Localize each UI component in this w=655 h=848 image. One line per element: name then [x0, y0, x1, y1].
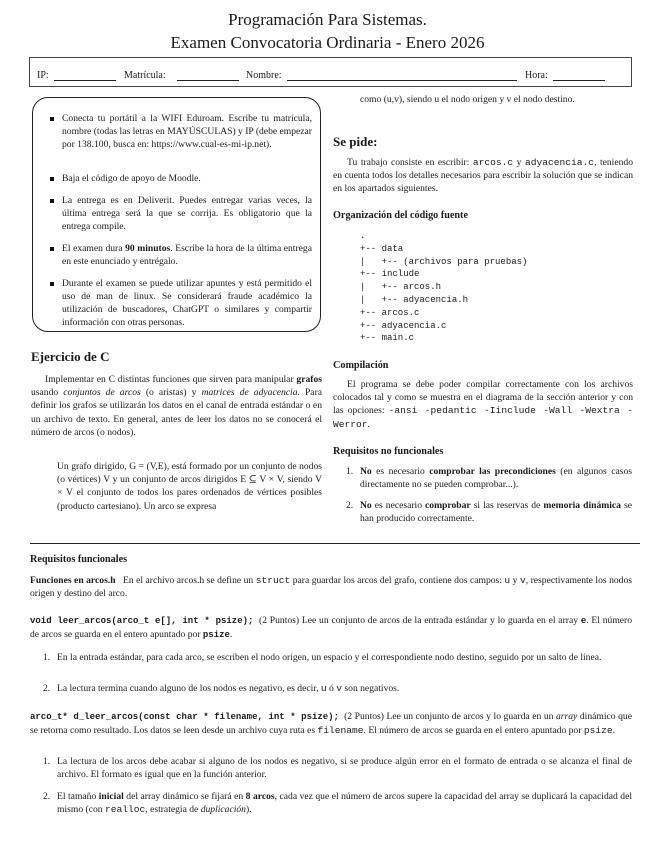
rule-item: Durante el examen se puede utilizar apuntes y está permitido el uso de man de linux. Se considerará fraude académico la utilización de buscadores, ChatGPT o similares y compartir información con otras personas. [62, 278, 312, 328]
exam-title: Programación Para Sistemas. [228, 10, 427, 29]
grafo-definition: Un grafo dirigido, G = (V,E), está formado por un conjunto de nodos (o vértices) V y un conjunto de arcos dirigidos E ⊆ V × V, siendo V × V el conjunto de todos los pares ordenados de vértices posibles (producto cartesiano). Un arco se expresa [57, 461, 322, 512]
sepide-heading: Se pide: [333, 134, 378, 149]
grafo-definition-cont: como (u,v), siendo u el nodo origen y v el nodo destino. [360, 94, 575, 105]
section-divider [30, 543, 640, 544]
arcos-h-description: Funciones en arcos.h En el archivo arcos.h se define un struct para guardar los arcos del grafo, contiene dos campos: u y v, respectivamente los nodos origen y destino del arco. [30, 575, 632, 600]
matricula-field[interactable] [177, 80, 239, 81]
exam-rules-box [32, 97, 321, 332]
compilacion-text: El programa se debe poder compilar correctamente con los archivos colocados tal y como se muestra en el diagrama de la sección anterior y con las opciones: -ansi -pedantic -Iinclude -Wall -Wextra -Werror. [333, 379, 633, 430]
rule-item: Baja el código de apoyo de Moodle. [62, 172, 312, 185]
d-leer-arcos-description: arco_t* d_leer_arcos(const char * filename, int * psize); (2 Puntos) Lee un conjunto de arcos y lo guarda en un array dinámico que se retorna como resultado. Los datos se leen desde un archivo cuya ruta es filename. El número de arcos se guarda en el entero apuntado por psize. [30, 711, 632, 737]
organizacion-heading: Organización del código fuente [333, 210, 468, 221]
ip-label: IP: [37, 70, 49, 81]
hora-label: Hora: [525, 70, 548, 81]
list-item: 1. La lectura de los arcos debe acabar si alguno de los nodos es negativo, si se produce algún error en el formato de entrada o se alcanza el final de archivo. El formato es igual que en la función anterior. [43, 756, 632, 781]
source-tree: . +-- data | +-- (archivos para pruebas) +-- include | +-- arcos.h | +-- adyacencia.h +-- arcos.c +-- adyacencia.c +-- main.c [360, 231, 528, 344]
exam-subtitle: Examen Convocatoria Ordinaria - Enero 2026 [170, 33, 485, 52]
rule-item: El examen dura 90 minutos. Escribe la hora de la última entrega en este enunciado y entrégalo. [62, 243, 312, 267]
nombre-field[interactable] [287, 80, 517, 81]
hora-field[interactable] [553, 80, 605, 81]
ejercicio-paragraph: Implementar en C distintas funciones que sirven para manipular grafos usando conjuntos de arcos (o aristas) y matrices de adyacencia. Para definir los grafos se utilizarán los datos en el canal de entrada estándar o en un archivo de texto. En general, antes de leer los datos no se conocerá el número de arcos (o nodos). [31, 374, 323, 438]
ip-field[interactable] [54, 80, 116, 81]
matricula-label: Matrícula: [124, 70, 166, 81]
rule-item: Conecta tu portátil a la WIFI Eduroam. Escribe tu matrícula, nombre (todas las letras en MAYÚSCULAS) y IP (debe empezar por 138.100, busca en: https://www.cual-es-mi-ip.net). [62, 113, 313, 150]
list-item: 1. En la entrada estándar, para cada arco, se escriben el nodo origen, un espacio y el correspondiente nodo destino, seguido por un salto de línea. [43, 652, 602, 663]
student-info-box [29, 57, 632, 87]
sepide-text: Tu trabajo consiste en escribir: arcos.c y adyacencia.c, teniendo en cuenta todos los detalles necesarios para escribir la solución que se indican en los apartados siguientes. [333, 157, 633, 195]
ejercicio-heading: Ejercicio de C [31, 349, 110, 364]
rule-item: La entrega es en Deliverit. Puedes entregar varias veces, la última entrega será la que se corrija. Es obligatorio que la entrega compile. [62, 195, 312, 232]
list-item: 2. El tamaño inicial del array dinámico se fijará en 8 arcos, cada vez que el número de arcos supere la capacidad del array se duplicará la capacidad del mismo (con realloc, estrategia de duplicación). [43, 791, 633, 816]
leer-arcos-description: void leer_arcos(arco_t e[], int * psize); (2 Puntos) Lee un conjunto de arcos de la entrada estándar y lo guarda en el array e. El número de arcos se guarda en el entero apuntado por psize. [30, 615, 633, 641]
list-item: 2. La lectura termina cuando alguno de los nodos es negativo, es decir, u ó v son negativos. [43, 683, 400, 694]
no-funcionales-heading: Requisitos no funcionales [333, 446, 444, 457]
list-item: 2. No es necesario comprobar si las reservas de memoria dinámica se han producido correctamente. [346, 500, 632, 525]
compilacion-heading: Compilación [333, 360, 389, 371]
list-item: 1. No es necesario comprobar las precondiciones (en algunos casos directamente no se pueden comprobar...). [346, 466, 632, 491]
funcionales-heading: Requisitos funcionales [30, 554, 128, 565]
nombre-label: Nombre: [246, 70, 282, 81]
